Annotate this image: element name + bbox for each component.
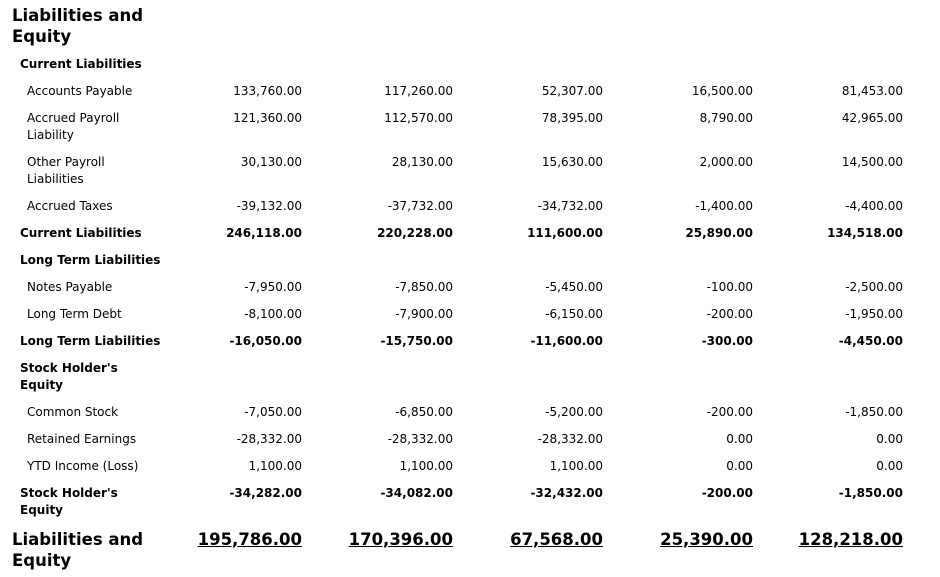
cell-value: -200.00 (706, 405, 753, 419)
cell-value: 121,360.00 (233, 111, 302, 125)
cell-value: 1,100.00 (549, 459, 603, 473)
cell-value: 78,395.00 (541, 111, 603, 125)
cell-value: -200.00 (706, 307, 753, 321)
row-label: Other Payroll Liabilities (27, 155, 105, 186)
cell-value: 0.00 (876, 432, 903, 446)
cell-value: -28,332.00 (537, 432, 603, 446)
cell-value: -4,400.00 (845, 199, 903, 213)
total-value: 220,228.00 (377, 226, 453, 240)
row-label: Accrued Taxes (27, 199, 113, 213)
cell-value: -28,332.00 (236, 432, 302, 446)
total-value: -34,082.00 (380, 486, 453, 500)
cell-value: 112,570.00 (384, 111, 453, 125)
grand-total-value: 67,568.00 (510, 530, 603, 549)
row-label: Retained Earnings (27, 432, 137, 446)
total-value: 25,890.00 (685, 226, 753, 240)
cell-value: -6,850.00 (395, 405, 453, 419)
total-value: -4,450.00 (838, 334, 903, 348)
total-value: -300.00 (701, 334, 753, 348)
row-label: Common Stock (27, 405, 119, 419)
cell-value: -28,332.00 (387, 432, 453, 446)
row-label: Accounts Payable (27, 84, 133, 98)
grand-total-value: 128,218.00 (798, 530, 903, 549)
cell-value: 81,453.00 (841, 84, 903, 98)
cell-value: -5,200.00 (545, 405, 603, 419)
cell-value: -1,400.00 (695, 199, 753, 213)
cell-value: -7,850.00 (395, 280, 453, 294)
row-label: Long Term Debt (27, 307, 122, 321)
total-value: -32,432.00 (530, 486, 603, 500)
long-term-liabilities-header: Long Term Liabilities (20, 253, 161, 267)
cell-value: 28,130.00 (391, 155, 453, 169)
cell-value: 14,500.00 (841, 155, 903, 169)
cell-value: 0.00 (876, 459, 903, 473)
cell-value: 15,630.00 (541, 155, 603, 169)
cell-value: -7,050.00 (244, 405, 302, 419)
row-label: Current Liabilities (20, 226, 142, 240)
cell-value: 52,307.00 (541, 84, 603, 98)
total-value: -1,850.00 (838, 486, 903, 500)
row-label: Accrued Payroll Liability (27, 111, 120, 142)
cell-value: -7,950.00 (244, 280, 302, 294)
cell-value: -7,900.00 (395, 307, 453, 321)
cell-value: -1,950.00 (845, 307, 903, 321)
grand-total-value: 170,396.00 (348, 530, 453, 549)
cell-value: 30,130.00 (240, 155, 302, 169)
row-label: Liabilities and Equity (12, 530, 144, 570)
total-value: 111,600.00 (527, 226, 603, 240)
section-title: Liabilities and Equity (12, 6, 144, 46)
total-value: -16,050.00 (229, 334, 302, 348)
cell-value: -2,500.00 (845, 280, 903, 294)
row-label: Notes Payable (27, 280, 113, 294)
current-liabilities-header: Current Liabilities (20, 57, 142, 71)
row-label: Stock Holder's Equity (20, 486, 118, 517)
cell-value: -37,732.00 (387, 199, 453, 213)
grand-total-value: 195,786.00 (197, 530, 302, 549)
total-value: -11,600.00 (530, 334, 603, 348)
total-value: -34,282.00 (229, 486, 302, 500)
row-label: YTD Income (Loss) (27, 459, 139, 473)
total-value: 134,518.00 (827, 226, 903, 240)
cell-value: -39,132.00 (236, 199, 302, 213)
grand-total-value: 25,390.00 (660, 530, 753, 549)
cell-value: 2,000.00 (699, 155, 753, 169)
cell-value: -34,732.00 (537, 199, 603, 213)
row-label: Long Term Liabilities (20, 334, 161, 348)
cell-value: -5,450.00 (545, 280, 603, 294)
cell-value: 42,965.00 (841, 111, 903, 125)
cell-value: -6,150.00 (545, 307, 603, 321)
cell-value: -100.00 (706, 280, 753, 294)
cell-value: 0.00 (726, 459, 753, 473)
cell-value: 0.00 (726, 432, 753, 446)
total-value: -15,750.00 (380, 334, 453, 348)
total-value: -200.00 (701, 486, 753, 500)
cell-value: 8,790.00 (699, 111, 753, 125)
cell-value: -8,100.00 (244, 307, 302, 321)
equity-header: Stock Holder's Equity (20, 361, 118, 392)
cell-value: 117,260.00 (384, 84, 453, 98)
cell-value: 1,100.00 (248, 459, 302, 473)
cell-value: 1,100.00 (399, 459, 453, 473)
cell-value: -1,850.00 (845, 405, 903, 419)
cell-value: 133,760.00 (233, 84, 302, 98)
cell-value: 16,500.00 (691, 84, 753, 98)
total-value: 246,118.00 (226, 226, 302, 240)
